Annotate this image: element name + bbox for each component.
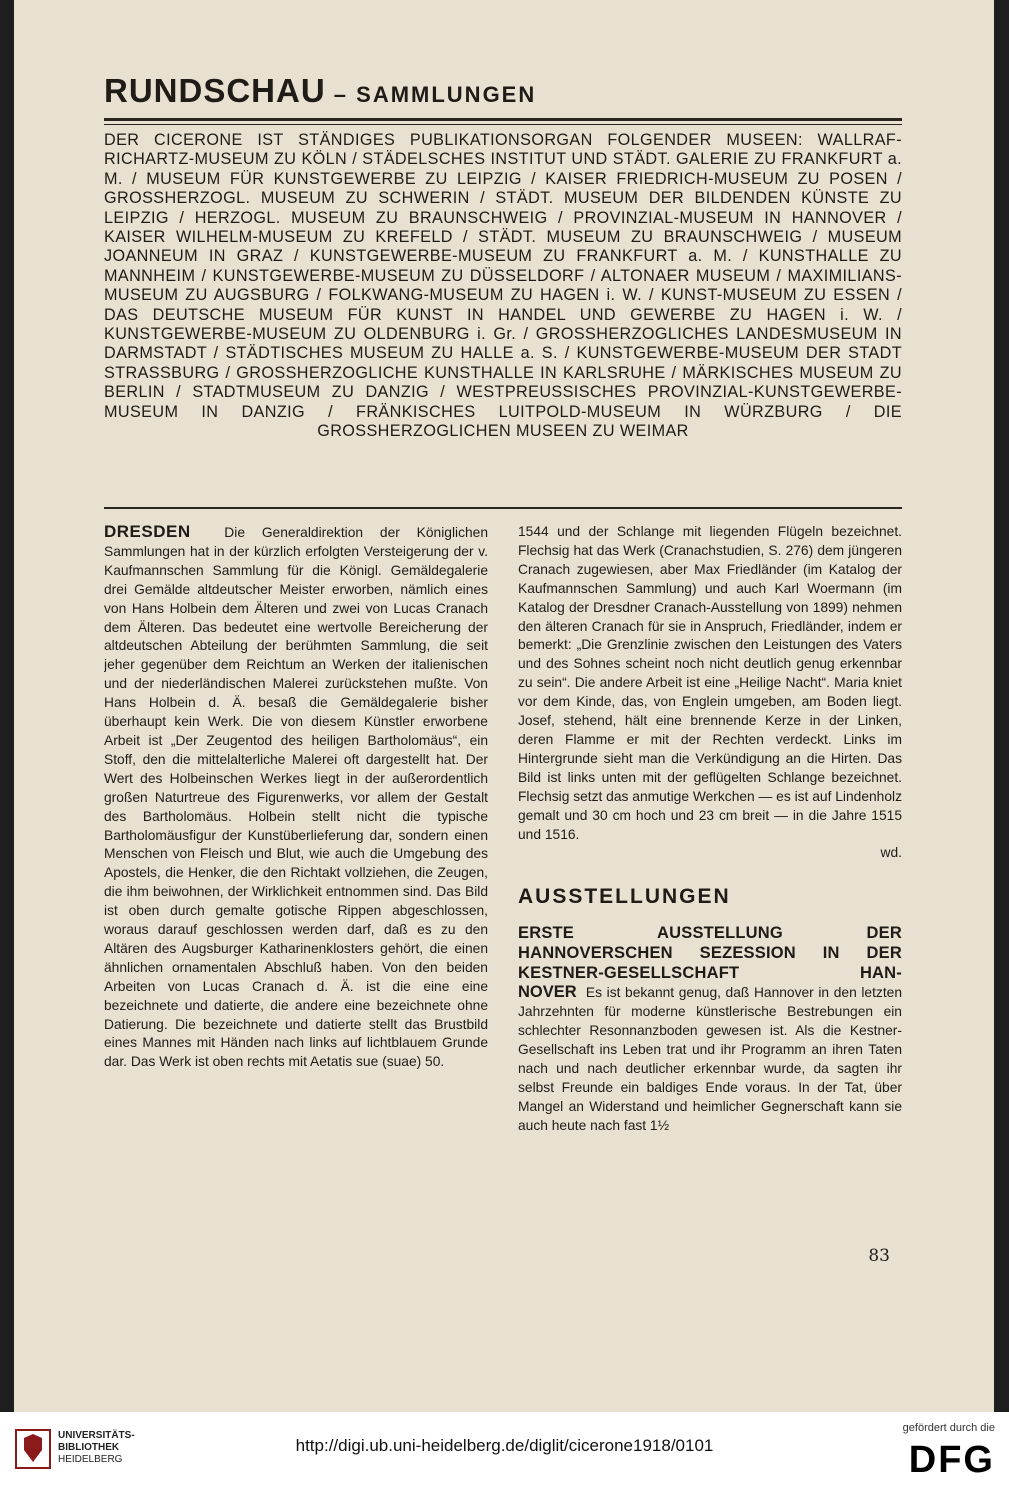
institution-line-2: BIBLIOTHEK [58, 1442, 120, 1453]
dfg-logo: DFG [908, 1439, 995, 1481]
footer-bar [0, 1412, 1009, 1486]
left-column [104, 523, 488, 1253]
title-main: RUNDSCHAU [104, 72, 326, 109]
title-rule-thin [104, 124, 902, 125]
exhibition-text: Es ist bekannt genug, daß Hannover in den letzten Jahrzehnten für moderne künstlerische Bestrebungen ein schlechter Resonnanzboden gewesen ist. Als die Kestner-Gesellschaft ins Leben trat und ihr Programm an ihren Taten nach und nach deutlicher erkennbar wurde, da sagten ihr selbst Freunde ein baldiges Ende voraus. In der Tat, über Mangel an Widerstand und heimlicher Gegnerschaft kann sie auch heute nach fast 1½ [518, 985, 902, 1133]
page-number: 83 [868, 1246, 890, 1266]
exhibition-subheading: ERSTE AUSSTELLUNG DER HANNOVERSCHEN SEZESSION IN DER KESTNER-GESELLSCHAFT HAN- [518, 924, 902, 983]
page-title [104, 72, 902, 114]
two-column-body [104, 523, 902, 1253]
funding-caption: gefördert durch die [902, 1422, 995, 1434]
page-content [104, 72, 902, 1253]
right-column [518, 523, 902, 1253]
dresden-continued: 1544 und der Schlange mit liegenden Flügeln bezeichnet. Flechsig hat das Werk (Cranachstudien, S. 276) dem jüngeren Cranach zugewiesen, aber Max Friedländer (im Katalog der Kaufmannschen Sammlung) und auch Karl Woermann (im Katalog der Dresdner Cranach-Ausstellung von 1899) nehmen den älteren Cranach für sie in Anspruch, Friedländer, indem er bemerkt: „Die Grenzlinie zwischen den Leistungen des Vaters und des Sohnes scheint noch nicht deutlich genug erkennbar zu sein“. Die andere Arbeit ist eine „Heilige Nacht“. Maria kniet vor dem Kinde, das, von Englein umgeben, am Boden liegt. Josef, stehend, hält eine brennende Kerze in der Linken, deren Flamme er mit der Rechten verdeckt. Links im Hintergrunde sieht man die Verkündigung an die Hirten. Das Bild ist links unten mit der geflügelten Schlange bezeichnet. Flechsig setzt das anmutige Werkchen — es ist auf Lindenholz gemalt und 30 cm hoch und 23 cm breit — in die Jahre 1515 und 1516. [518, 524, 902, 842]
dresden-article [104, 523, 488, 1072]
exhibition-subheading-end: NOVER [518, 983, 577, 1002]
source-url[interactable]: http://digi.ub.uni-heidelberg.de/diglit/cicerone1918/0101 [295, 1436, 714, 1455]
dresden-heading: DRESDEN [104, 523, 191, 541]
title-separator: – [325, 82, 357, 107]
section-divider [104, 507, 902, 509]
author-signature: wd. [880, 845, 902, 861]
title-sub: SAMMLUNGEN [356, 82, 537, 107]
ausstellungen-heading: AUSSTELLUNGEN [518, 885, 731, 909]
exhibition-article [518, 983, 902, 1135]
museum-list: DER CICERONE IST STÄNDIGES PUBLIKATIONSORGAN FOLGENDER MUSEEN: WALLRAF-RICHARTZ-MUSEUM ZU KÖLN / STÄDELSCHES INSTITUT UND STÄDT. GALERIE ZU FRANKFURT a. M. / MUSEUM FÜR KUNSTGEWERBE ZU LEIPZIG / KAISER FRIEDRICH-MUSEUM ZU POSEN / GROSSHERZOGL. MUSEUM ZU SCHWERIN / STÄDT. MUSEUM DER BILDENDEN KÜNSTE ZU LEIPZIG / HERZOGL. MUSEUM ZU BRAUNSCHWEIG / PROVINZIAL-MUSEUM IN HANNOVER / KAISER WILHELM-MUSEUM ZU KREFELD / STÄDT. MUSEUM ZU BRAUNSCHWEIG / MUSEUM JOANNEUM IN GRAZ / KUNSTGEWERBE-MUSEUM ZU FRANKFURT a. M. / KUNSTHALLE ZU MANNHEIM / KUNSTGEWERBE-MUSEUM ZU DÜSSELDORF / ALTONAER MUSEUM / MAXIMILIANS-MUSEUM ZU AUGSBURG / FOLKWANG-MUSEUM ZU HAGEN i. W. / KUNST-MUSEUM ZU ESSEN / DAS DEUTSCHE MUSEUM FÜR KUNST IN HANDEL UND GEWERBE ZU HAGEN i. W. / KUNSTGEWERBE-MUSEUM ZU OLDENBURG i. Gr. / GROSSHERZOGLICHES LANDESMUSEUM IN DARMSTADT / STÄDTISCHES MUSEUM ZU HALLE a. S. / KUNSTGEWERBE-MUSEUM DER STADT STRASSBURG / GROSSHERZOGLICHE KUNSTHALLE IN KARLSRUHE / MÄRKISCHES MUSEUM ZU BERLIN / STADTMUSEUM ZU DANZIG / WESTPREUSSISCHES PROVINZIAL-KUNSTGEWERBE-MUSEUM IN DANZIG / FRÄNKISCHES LUITPOLD-MUSEUM IN WÜRZBURG / DIE GROSSHERZOGLICHEN MUSEEN ZU WEIMAR [104, 131, 902, 441]
institution-line-1: UNIVERSITÄTS- [58, 1430, 135, 1441]
dresden-text: Die Generaldirektion der Königlichen Sammlungen hat in der kürzlich erfolgten Versteigerung der v. Kaufmannschen Sammlung für die Königl. Gemäldegalerie drei Gemälde altdeutscher Meister erworben, nämlich eines von Hans Holbein dem Älteren und zwei von Lucas Cranach dem Älteren. Das bedeutet eine wertvolle Bereicherung der altdeutschen Abteilung der berühmten Sammlung, die seit jeher gegenüber dem Reichtum an Werken der italienischen und der niederländischen Malerei zurückstehen mußte. Von Hans Holbein d. Ä. besaß die Gemäldegalerie bisher überhaupt kein Werk. Die von diesem Künstler erworbene Arbeit ist „Der Zeugentod des heiligen Bartholomäus“, ein Stoff, den die mittelalterliche Malerei oft dargestellt hat. Der Wert des Holbeinschen Werkes liegt in der außerordentlich großen Naturtreue des Figurenwerks, vor allem der Gestalt des Bartholomäus. Holbein stellt nicht die typische Bartholomäusfigur der Kunstüberlieferung dar, sondern einen Menschen von Fleisch und Blut, wie auch die Umgebung des Apostels, die Henker, die den Richtakt vollziehen, die Zeugen, die ihm beiwohnen, der Wirklichkeit entnommen sind. Das Bild ist oben durch gemalte gotische Rippen abgeschlossen, woraus darauf geschlossen werden darf, daß es zu den Altären des Augsburger Katharinenklosters gehört, die einen ähnlichen ornamentalen Abschluß haben. Von den beiden Arbeiten von Lucas Cranach d. Ä. ist die eine eine bezeichnete und datierte, die andere eine bezeichnete ohne Datierung. Die bezeichnete und datierte stellt das Brustbild eines Mannes mit Händen nach links auf lichtblauem Grunde dar. Das Werk ist oben rechts mit Aetatis sue (suae) 50. [104, 525, 488, 1070]
institution-line-3: HEIDELBERG [58, 1454, 123, 1465]
scanned-page [14, 0, 994, 1412]
title-rule [104, 118, 902, 121]
